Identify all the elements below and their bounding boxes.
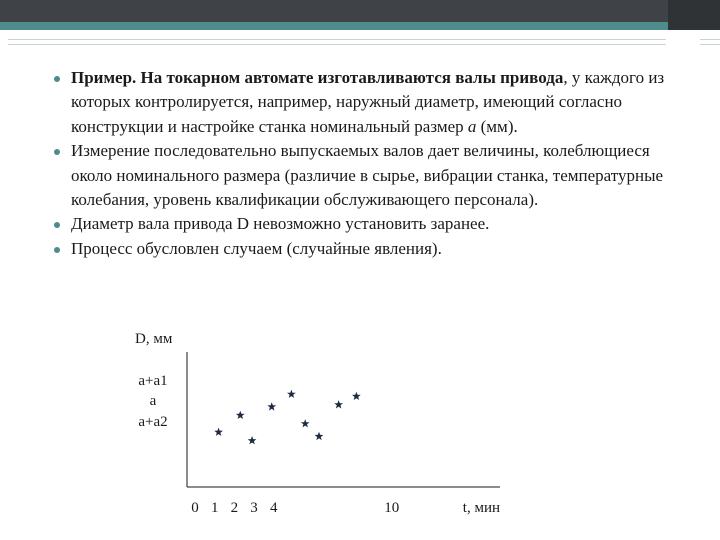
x-tick-labels — [191, 500, 399, 516]
data-point-star — [248, 436, 257, 444]
data-point-star — [267, 402, 276, 410]
data-points — [214, 390, 361, 445]
x-tick-label: 10 — [384, 500, 400, 516]
x-tick-label: 0 — [191, 500, 199, 516]
y-tick-label: a — [149, 393, 157, 409]
bullet-text: Процесс обусловлен случаем (случайные явления). — [71, 238, 442, 258]
data-point-star — [352, 392, 361, 400]
x-axis-label: t, мин — [462, 500, 500, 516]
bullet-text: , у каждого из которых контролируется, например, наружный диаметр, имеющий согласно конструкции и настройке станка номинальный размер — [71, 68, 665, 136]
y-axis-label: D, мм — [135, 331, 173, 347]
bullet-text: Диаметр вала привода D невозможно установить заранее. — [71, 214, 490, 234]
x-tick-label: 4 — [269, 500, 278, 516]
x-tick-label: 3 — [250, 500, 258, 516]
bullet-tail-text: (мм). — [476, 116, 518, 136]
bullet-text: Измерение последовательно выпускаемых валов дает величины, колеблющиеся около номинального размера (различие в сырье, вибрации станка, температурные колебания, уровень квалификации обслуживающего персонала). — [71, 141, 664, 210]
data-point-star — [236, 411, 245, 419]
data-point-star — [301, 419, 310, 427]
x-tick-label: 1 — [210, 500, 219, 516]
data-point-star — [287, 390, 296, 398]
data-point-star — [214, 428, 223, 436]
bullet-bold-text: Пример. На токарном автомате изготавливаются валы привода — [71, 68, 564, 87]
y-tick-label: a+a2 — [138, 414, 168, 430]
y-tick-label: a+a1 — [138, 373, 168, 389]
bullet-italic-text: a — [467, 116, 477, 136]
data-point-star — [334, 400, 343, 408]
data-point-star — [315, 432, 324, 440]
x-tick-label: 2 — [230, 500, 239, 516]
